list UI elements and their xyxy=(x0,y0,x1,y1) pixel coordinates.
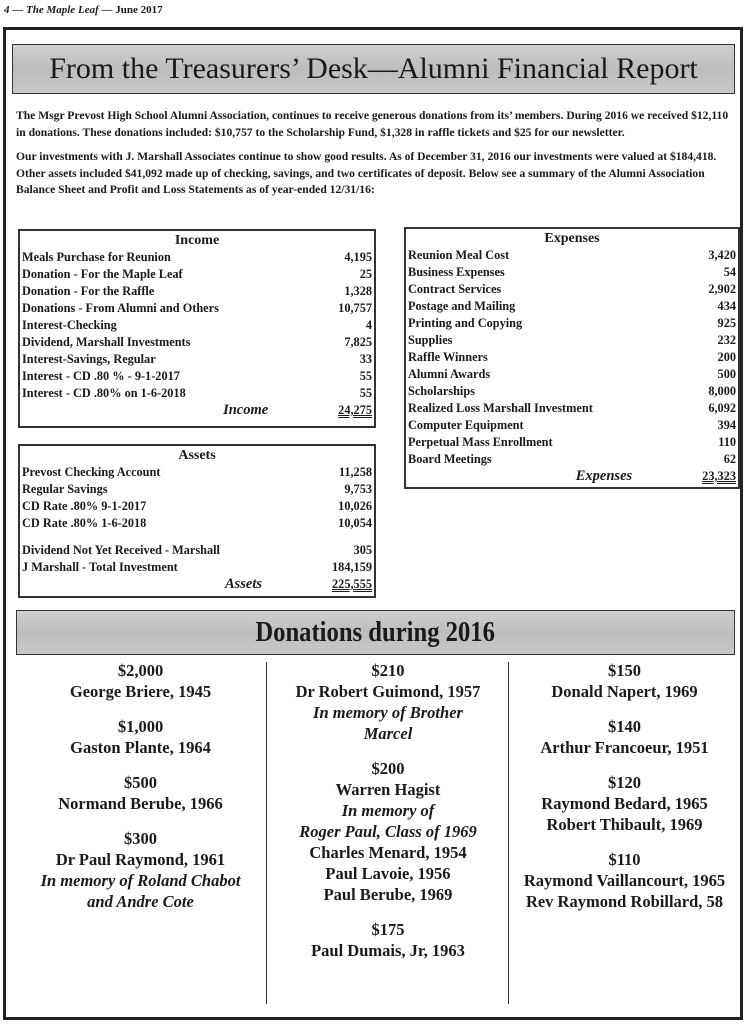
donor-name: Raymond Vaillancourt, 1965 xyxy=(523,871,726,890)
donation-entry xyxy=(18,772,263,814)
memorial-note: Roger Paul, Class of 1969 xyxy=(299,822,477,841)
row-label: Interest-Savings, Regular xyxy=(22,352,156,366)
donation-entry xyxy=(268,660,508,744)
total-label: Income xyxy=(223,402,269,418)
row-value: 10,054 xyxy=(338,516,372,530)
row-label: Perpetual Mass Enrollment xyxy=(408,435,553,449)
table-row xyxy=(22,464,372,481)
running-head-title: 4 — The Maple Leaf — xyxy=(4,4,113,16)
donor-name: George Briere, 1945 xyxy=(69,682,212,701)
donation-amount: $200 xyxy=(371,759,405,778)
row-value: 7,825 xyxy=(344,335,372,349)
row-label: Computer Equipment xyxy=(408,418,524,432)
table-row xyxy=(22,498,372,515)
row-value: 232 xyxy=(717,333,736,347)
row-label: Meals Purchase for Reunion xyxy=(22,250,171,264)
donation-amount: $120 xyxy=(608,773,641,792)
expenses-table xyxy=(404,227,740,489)
row-value: 394 xyxy=(717,418,736,432)
donation-amount: $110 xyxy=(608,850,641,869)
row-value: 8,000 xyxy=(708,384,736,398)
row-value: 4,195 xyxy=(344,250,372,264)
table-row xyxy=(22,481,372,498)
table-row xyxy=(408,434,736,451)
memorial-note: In memory of Brother xyxy=(313,703,463,722)
table-row xyxy=(408,247,736,264)
row-label: Board Meetings xyxy=(408,452,492,466)
row-label: Interest - CD .80 % - 9-1-2017 xyxy=(22,369,180,383)
donation-entry xyxy=(18,660,263,702)
row-value: 10,757 xyxy=(338,301,372,315)
row-value: 2,902 xyxy=(708,282,736,296)
table-row xyxy=(408,349,736,366)
total-label: Expenses xyxy=(575,468,633,484)
row-value: 55 xyxy=(359,386,372,400)
row-label: Raffle Winners xyxy=(408,350,488,364)
donations-title: Donations during 2016 xyxy=(255,617,496,648)
row-value: 434 xyxy=(717,299,736,313)
table-row xyxy=(408,383,736,400)
donation-amount: $210 xyxy=(371,661,405,680)
assets-table xyxy=(18,444,376,598)
table-row xyxy=(408,281,736,298)
table-row xyxy=(22,559,372,576)
donor-name: Charles Menard, 1954 xyxy=(309,843,467,862)
row-value: 54 xyxy=(723,265,736,279)
donor-name: Rev Raymond Robillard, 58 xyxy=(525,892,724,911)
row-label: Donation - For the Raffle xyxy=(22,284,155,298)
row-label: Interest-Checking xyxy=(22,318,117,332)
donation-entry xyxy=(512,660,737,702)
table-row xyxy=(408,264,736,281)
row-value: 305 xyxy=(353,543,372,557)
donor-name: Dr Robert Guimond, 1957 xyxy=(295,682,481,701)
total-label: Assets xyxy=(224,576,263,592)
table-row xyxy=(408,366,736,383)
row-label: Interest - CD .80% on 1-6-2018 xyxy=(22,386,186,400)
row-value: 10,026 xyxy=(338,499,372,513)
donation-entry xyxy=(512,716,737,758)
table-row xyxy=(408,315,736,332)
donor-name: Robert Thibault, 1969 xyxy=(546,815,703,834)
row-label: Alumni Awards xyxy=(408,367,491,381)
row-label: Printing and Copying xyxy=(408,316,523,330)
intro-paragraph: The Msgr Prevost High School Alumni Association, continues to receive generous donations from its’ members. During 2016 we received $12,110 in donations. These donations included: $10,757 to the Scholarship Fund, $1,328 in raffle tickets and $25 for our newsletter. xyxy=(16,109,729,139)
donation-entry xyxy=(18,828,263,912)
donor-name: Arthur Francoeur, 1951 xyxy=(540,738,709,757)
row-value: 62 xyxy=(723,452,736,466)
row-label: Business Expenses xyxy=(408,265,505,279)
table-row xyxy=(22,542,372,559)
donor-name: Normand Berube, 1966 xyxy=(58,794,223,813)
table-row xyxy=(22,300,372,317)
row-value: 33 xyxy=(359,352,372,366)
donations-column-2 xyxy=(268,660,508,975)
row-value: 925 xyxy=(717,316,736,330)
donation-amount: $140 xyxy=(608,717,641,736)
row-value: 11,258 xyxy=(338,465,372,479)
donation-entry xyxy=(512,849,737,912)
table-row xyxy=(408,451,736,468)
donation-amount: $2,000 xyxy=(117,661,164,680)
row-label: Regular Savings xyxy=(22,482,108,496)
memorial-note: In memory of xyxy=(341,801,435,820)
row-spacer xyxy=(22,532,372,542)
row-label: Donations - From Alumni and Others xyxy=(22,301,219,315)
donation-entry xyxy=(512,772,737,835)
table-row xyxy=(22,334,372,351)
intro-paragraph: Our investments with J. Marshall Associates continue to show good results. As of December 31, 2016 our investments were valued at $184,418. Other assets included $41,092 made up of checking, savings, and two certificates of deposit. Below see a summary of the Alumni Association Balance Sheet and Profit and Loss Statements as of year-ended 12/31/16: xyxy=(16,150,717,196)
row-value: 6,092 xyxy=(708,401,736,415)
row-value: 184,159 xyxy=(332,560,372,574)
donation-amount: $150 xyxy=(608,661,641,680)
donor-name: Paul Berube, 1969 xyxy=(323,885,453,904)
donor-name: Warren Hagist xyxy=(335,780,441,799)
table-row xyxy=(22,515,372,532)
memorial-note: and Andre Cote xyxy=(87,892,194,911)
row-value: 1,328 xyxy=(344,284,372,298)
table-row xyxy=(22,283,372,300)
row-value: 4 xyxy=(365,318,372,332)
row-label: Prevost Checking Account xyxy=(22,465,161,479)
row-label: J Marshall - Total Investment xyxy=(22,560,178,574)
row-label: Realized Loss Marshall Investment xyxy=(408,401,593,415)
donor-name: Paul Lavoie, 1956 xyxy=(325,864,451,883)
expenses-heading: Expenses xyxy=(544,231,600,246)
assets-heading: Assets xyxy=(178,448,216,463)
memorial-note: In memory of Roland Chabot xyxy=(40,871,241,890)
income-heading: Income xyxy=(174,233,220,248)
running-head-date: June 2017 xyxy=(115,4,163,16)
running-head xyxy=(4,4,163,16)
row-value: 500 xyxy=(717,367,736,381)
table-row xyxy=(22,317,372,334)
assets-total-row xyxy=(22,576,372,593)
table-row xyxy=(22,249,372,266)
row-label: Postage and Mailing xyxy=(408,299,516,313)
donor-name: Donald Napert, 1969 xyxy=(551,682,698,701)
donor-name: Dr Paul Raymond, 1961 xyxy=(55,850,226,869)
income-total-row xyxy=(22,402,372,419)
donor-name: Raymond Bedard, 1965 xyxy=(541,794,708,813)
row-label: Dividend Not Yet Received - Marshall xyxy=(22,543,220,557)
row-value: 3,420 xyxy=(708,248,736,262)
row-label: Supplies xyxy=(408,333,453,347)
row-label: Reunion Meal Cost xyxy=(408,248,510,262)
donation-entry xyxy=(18,716,263,758)
table-row xyxy=(408,417,736,434)
page-title: From the Treasurers’ Desk—Alumni Financial Report xyxy=(49,52,698,85)
row-label: Dividend, Marshall Investments xyxy=(22,335,191,349)
row-value: 55 xyxy=(359,369,372,383)
row-label: CD Rate .80% 1-6-2018 xyxy=(22,516,147,530)
column-divider xyxy=(508,662,509,1004)
total-value: 23,323 xyxy=(702,469,736,483)
table-row xyxy=(22,266,372,283)
expenses-total-row xyxy=(408,468,736,485)
row-value: 9,753 xyxy=(344,482,372,496)
total-value: 225,555 xyxy=(332,577,372,591)
table-row xyxy=(22,368,372,385)
row-value: 110 xyxy=(718,435,736,449)
intro-text xyxy=(16,108,734,207)
table-row xyxy=(22,351,372,368)
memorial-note: Marcel xyxy=(363,724,413,743)
donations-column-3 xyxy=(512,660,737,926)
donation-amount: $175 xyxy=(371,920,405,939)
row-label: Scholarships xyxy=(408,384,475,398)
total-value: 24,275 xyxy=(338,403,372,417)
row-label: Donation - For the Maple Leaf xyxy=(22,267,183,281)
row-value: 25 xyxy=(359,267,372,281)
donor-name: Paul Dumais, Jr, 1963 xyxy=(311,941,465,960)
donation-entry xyxy=(268,919,508,961)
column-divider xyxy=(266,662,267,1004)
row-label: CD Rate .80% 9-1-2017 xyxy=(22,499,147,513)
donation-amount: $1,000 xyxy=(117,717,164,736)
donor-name: Gaston Plante, 1964 xyxy=(70,738,211,757)
title-banner xyxy=(12,44,735,94)
donations-column-1 xyxy=(18,660,263,926)
row-value: 200 xyxy=(717,350,736,364)
donation-amount: $500 xyxy=(124,773,157,792)
donation-entry xyxy=(268,758,508,905)
income-table xyxy=(18,229,376,428)
row-label: Contract Services xyxy=(408,282,502,296)
table-row xyxy=(408,400,736,417)
donations-banner xyxy=(16,610,735,655)
table-row xyxy=(408,298,736,315)
donation-amount: $300 xyxy=(124,829,157,848)
table-row xyxy=(22,385,372,402)
table-row xyxy=(408,332,736,349)
